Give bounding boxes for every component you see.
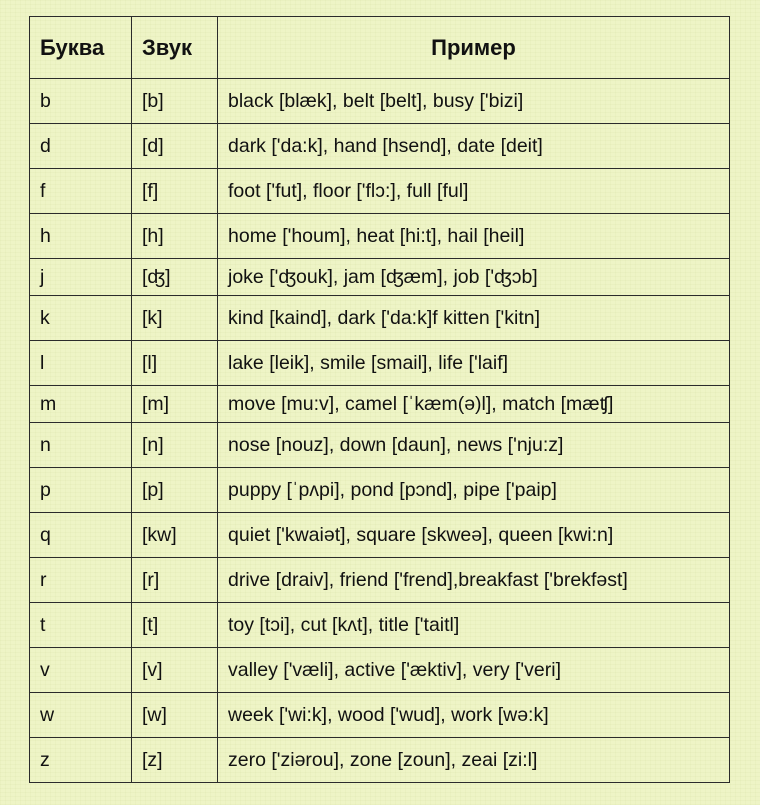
example-cell: home ['houm], heat [hi:t], hail [heil] bbox=[218, 214, 730, 259]
sound-cell: [d] bbox=[132, 124, 218, 169]
letter-cell: d bbox=[30, 124, 132, 169]
header-example: Пример bbox=[218, 17, 730, 79]
table-row bbox=[30, 423, 730, 468]
sound-cell: [n] bbox=[132, 423, 218, 468]
example-cell: quiet ['kwaiət], square [skweə], queen [kwi:n] bbox=[218, 513, 730, 558]
letter-cell: l bbox=[30, 341, 132, 386]
letter-cell: z bbox=[30, 738, 132, 783]
example-cell: black [blæk], belt [belt], busy ['bizi] bbox=[218, 79, 730, 124]
letter-cell: n bbox=[30, 423, 132, 468]
table-row bbox=[30, 124, 730, 169]
sound-cell: [m] bbox=[132, 386, 218, 423]
table-row bbox=[30, 558, 730, 603]
letter-cell: w bbox=[30, 693, 132, 738]
sound-cell: [z] bbox=[132, 738, 218, 783]
header-letter: Буква bbox=[30, 17, 132, 79]
table-row bbox=[30, 341, 730, 386]
letter-cell: j bbox=[30, 259, 132, 296]
table-row bbox=[30, 693, 730, 738]
table-row bbox=[30, 648, 730, 693]
phonetics-table bbox=[29, 16, 730, 783]
letter-cell: b bbox=[30, 79, 132, 124]
letter-cell: r bbox=[30, 558, 132, 603]
example-cell: joke ['ʤouk], jam [ʤæm], job ['ʤɔb] bbox=[218, 259, 730, 296]
sound-cell: [w] bbox=[132, 693, 218, 738]
letter-cell: h bbox=[30, 214, 132, 259]
table-row bbox=[30, 259, 730, 296]
example-cell: drive [draiv], friend ['frend],breakfast ['brekfəst] bbox=[218, 558, 730, 603]
example-cell: kind [kaind], dark ['da:k]f kitten ['kitn] bbox=[218, 296, 730, 341]
example-cell: nose [nouz], down [daun], news ['nju:z] bbox=[218, 423, 730, 468]
table-row bbox=[30, 738, 730, 783]
letter-cell: m bbox=[30, 386, 132, 423]
sound-cell: [f] bbox=[132, 169, 218, 214]
sound-cell: [kw] bbox=[132, 513, 218, 558]
example-cell: foot ['fut], floor ['flɔ:], full [ful] bbox=[218, 169, 730, 214]
example-cell: puppy [ˈpʌpi], pond [pɔnd], pipe ['paip] bbox=[218, 468, 730, 513]
letter-cell: k bbox=[30, 296, 132, 341]
table-header-row bbox=[30, 17, 730, 79]
sound-cell: [k] bbox=[132, 296, 218, 341]
sound-cell: [ʤ] bbox=[132, 259, 218, 296]
table-row bbox=[30, 513, 730, 558]
table-row bbox=[30, 214, 730, 259]
table-row bbox=[30, 468, 730, 513]
example-cell: valley ['væli], active ['æktiv], very ['veri] bbox=[218, 648, 730, 693]
example-cell: zero ['ziərou], zone [zoun], zeai [zi:l] bbox=[218, 738, 730, 783]
header-sound: Звук bbox=[132, 17, 218, 79]
example-cell: dark ['da:k], hand [hsend], date [deit] bbox=[218, 124, 730, 169]
example-cell: week ['wi:k], wood ['wud], work [wə:k] bbox=[218, 693, 730, 738]
table-row bbox=[30, 79, 730, 124]
sound-cell: [v] bbox=[132, 648, 218, 693]
sound-cell: [l] bbox=[132, 341, 218, 386]
table-row bbox=[30, 169, 730, 214]
letter-cell: t bbox=[30, 603, 132, 648]
sound-cell: [b] bbox=[132, 79, 218, 124]
sound-cell: [r] bbox=[132, 558, 218, 603]
letter-cell: q bbox=[30, 513, 132, 558]
table-row bbox=[30, 296, 730, 341]
letter-cell: f bbox=[30, 169, 132, 214]
letter-cell: p bbox=[30, 468, 132, 513]
phonetics-table-container bbox=[29, 16, 730, 783]
table-row bbox=[30, 603, 730, 648]
letter-cell: v bbox=[30, 648, 132, 693]
example-cell: move [mu:v], camel [ˈkæm(ə)l], match [mæʧ] bbox=[218, 386, 730, 423]
sound-cell: [h] bbox=[132, 214, 218, 259]
sound-cell: [t] bbox=[132, 603, 218, 648]
table-row bbox=[30, 386, 730, 423]
example-cell: toy [tɔi], cut [kʌt], title ['taitl] bbox=[218, 603, 730, 648]
example-cell: lake [leik], smile [smail], life ['laif] bbox=[218, 341, 730, 386]
sound-cell: [p] bbox=[132, 468, 218, 513]
